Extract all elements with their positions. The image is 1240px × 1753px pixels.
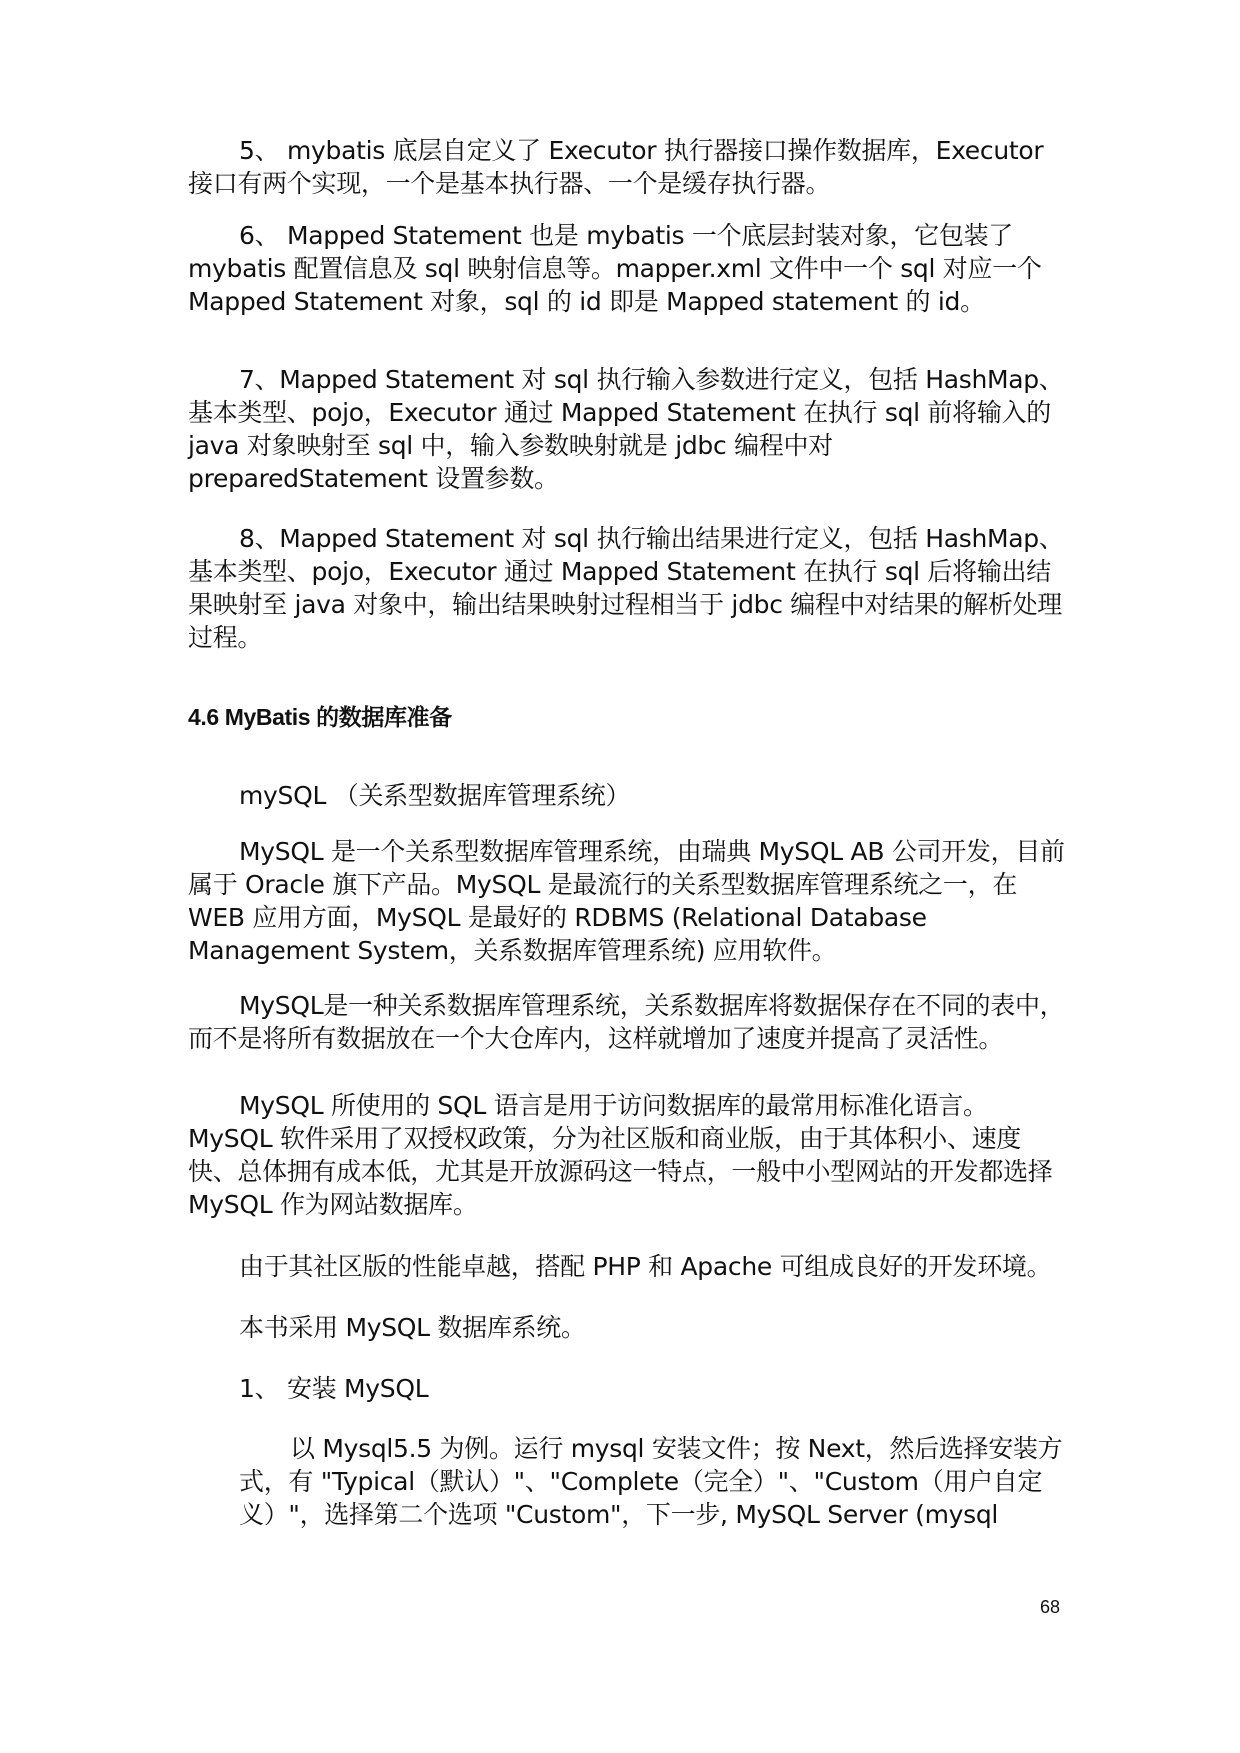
paragraph-community: 由于其社区版的性能卓越，搭配 PHP 和 Apache 可组成良好的开发环境。: [239, 1252, 1052, 1281]
paragraph-mapped-statement: 6、 Mapped Statement 也是 mybatis 一个底层封装对象，它包装了 mybatis 配置信息及 sql 映射信息等。mapper.xml 文件中一个 sql 对应一个 Mapped Statement 对象，sql 的 id 即是 Mapped statement 的 id。: [188, 221, 1042, 316]
install-step-heading: 1、 安装 MySQL: [239, 1374, 429, 1403]
paragraph-mysql-storage: MySQL是一种关系数据库管理系统，关系数据库将数据保存在不同的表中，而不是将所有数据放在一个大仓库内，这样就增加了速度并提高了灵活性。: [188, 991, 1065, 1053]
page-number: 68: [1039, 1597, 1060, 1617]
paragraph-install-desc: 以 Mysql5.5 为例。运行 mysql 安装文件；按 Next，然后选择安装方式，有 "Typical（默认）"、"Complete（完全）"、"Custom（用户自定义）"，选择第二个选项 "Custom"，下一步, MySQL Server (mysql: [239, 1434, 1063, 1529]
paragraph-mysql-sql: MySQL 所使用的 SQL 语言是用于访问数据库的最常用标准化语言。MySQL 软件采用了双授权政策，分为社区版和商业版，由于其体积小、速度快、总体拥有成本低，尤其是开放源码这一特点，一般中小型网站的开发都选择 MySQL 作为网站数据库。: [188, 1091, 1053, 1219]
section-heading: 4.6 MyBatis 的数据库准备: [188, 704, 452, 730]
paragraph-executor: 5、 mybatis 底层自定义了 Executor 执行器接口操作数据库，Executor 接口有两个实现，一个是基本执行器、一个是缓存执行器。: [188, 136, 1044, 198]
paragraph-output-mapping: 8、Mapped Statement 对 sql 执行输出结果进行定义，包括 HashMap、基本类型、pojo，Executor 通过 Mapped Statement 在执行 sql 后将输出结果映射至 java 对象中，输出结果映射过程相当于 jdbc 编程中对结果的解析处理过程。: [188, 524, 1064, 652]
paragraph-mysql-intro: MySQL 是一个关系型数据库管理系统，由瑞典 MySQL AB 公司开发，目前属于 Oracle 旗下产品。MySQL 是最流行的关系型数据库管理系统之一，在 WEB 应用方面，MySQL 是最好的 RDBMS (Relational Database Management System，关系数据库管理系统) 应用软件。: [188, 837, 1065, 965]
mysql-title: mySQL （关系型数据库管理系统）: [239, 781, 631, 810]
paragraph-book-uses: 本书采用 MySQL 数据库系统。: [239, 1313, 586, 1342]
paragraph-input-mapping: 7、Mapped Statement 对 sql 执行输入参数进行定义，包括 HashMap、基本类型、pojo，Executor 通过 Mapped Statement 在执行 sql 前将输入的 java 对象映射至 sql 中，输入参数映射就是 jdbc 编程中对 preparedStatement 设置参数。: [188, 365, 1064, 493]
